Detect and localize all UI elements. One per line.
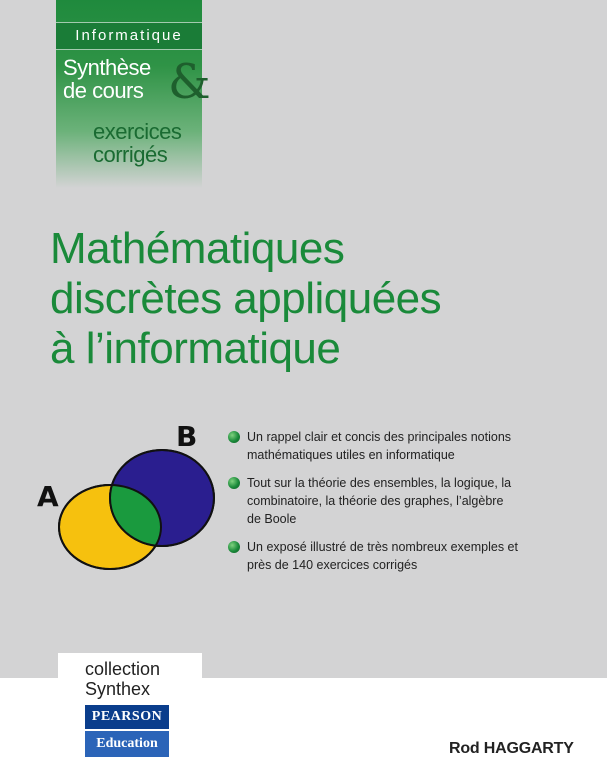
author-name: Rod HAGGARTY xyxy=(449,740,574,757)
feature-item: Un exposé illustré de très nombreux exemples et près de 140 exercices corrigés xyxy=(228,538,558,574)
series-line1: Synthèse xyxy=(63,55,151,80)
series-line3: exercices xyxy=(93,119,182,144)
series-line2: de cours xyxy=(63,78,144,103)
feature-item: Un rappel clair et concis des principales notions mathématiques utiles en informatique xyxy=(228,428,558,464)
green-bullet-icon xyxy=(228,431,240,443)
title-line3: à l’informatique xyxy=(50,324,341,373)
green-bullet-icon xyxy=(228,541,240,553)
book-title xyxy=(50,224,590,374)
series-line4: corrigés xyxy=(93,142,168,167)
series-synthese xyxy=(63,56,151,102)
collection-box xyxy=(58,653,202,759)
venn-label-b: B xyxy=(176,420,198,453)
title-line1: Mathématiques xyxy=(50,224,345,273)
feature-list xyxy=(228,428,558,584)
collection-name: Synthex xyxy=(85,679,151,699)
green-bullet-icon xyxy=(228,477,240,489)
series-exercices xyxy=(93,120,181,166)
series-ampersand: & xyxy=(168,54,211,110)
title-line2: discrètes appliquées xyxy=(50,274,442,323)
series-banner xyxy=(56,0,211,188)
venn-diagram-illustration xyxy=(30,410,220,580)
collection-label: collection xyxy=(85,659,161,679)
publisher-bottom: Education xyxy=(85,731,169,757)
pearson-logo xyxy=(85,705,169,757)
venn-label-a: A xyxy=(37,480,59,513)
feature-item: Tout sur la théorie des ensembles, la logique, la combinatoire, la théorie des graphes, l’algèbre de Boole xyxy=(228,474,558,528)
publisher-top: PEARSON xyxy=(85,705,169,731)
series-header: Informatique xyxy=(56,22,202,50)
